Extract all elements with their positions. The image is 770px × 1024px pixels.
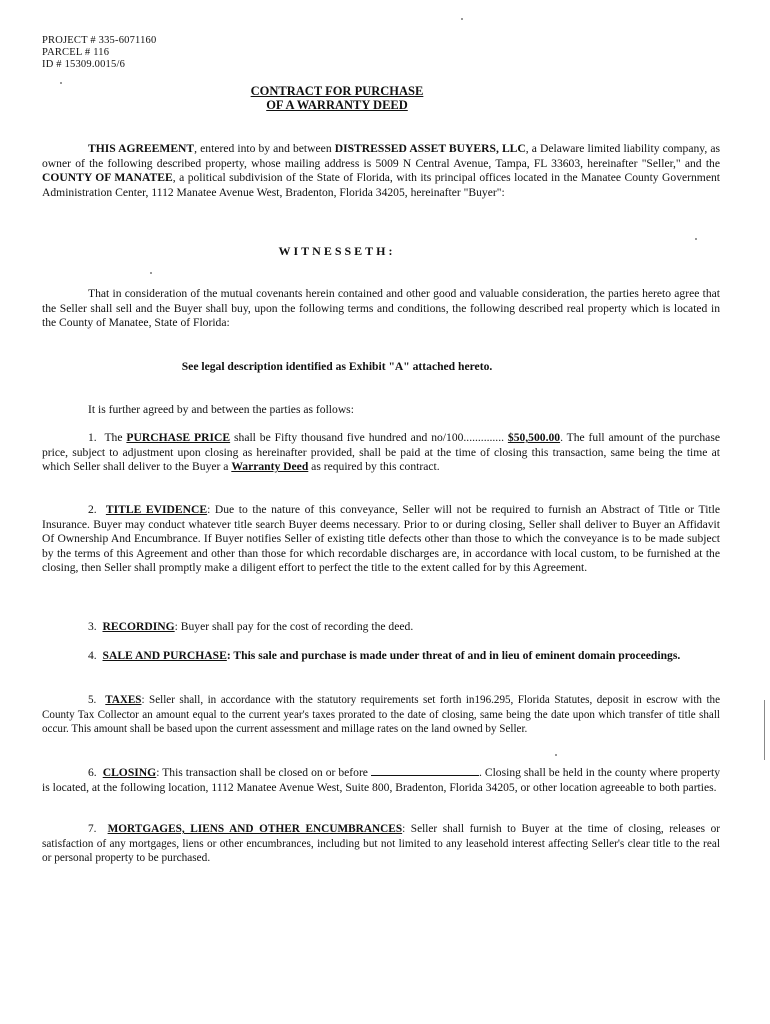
agreement-lead: THIS AGREEMENT [88, 142, 195, 155]
purchase-amount: $50,500.00 [507, 431, 561, 444]
project-number: PROJECT # 335-6071160 [42, 35, 157, 46]
section-3-heading: RECORDING [102, 620, 175, 633]
section-5-number: 5. [88, 694, 97, 706]
section-2-heading: TITLE EVIDENCE [105, 503, 208, 516]
section-1-text-2: . The full amount of the purchase price, subject to adjustment upon closing as hereinafter provided, shall be paid at the time of closing this transaction, same being the time at which Seller shall deliver to the Buyer a [42, 431, 720, 474]
scan-margin-line [764, 700, 765, 760]
title-line-1: CONTRACT FOR PURCHASE [250, 84, 424, 98]
section-6-text-1: : This transaction shall be closed on or before [156, 766, 371, 779]
section-4-number: 4. [88, 649, 97, 662]
section-6-closing [42, 765, 720, 795]
section-1-text-1: shall be Fifty thousand five hundred and no/100.............. [230, 431, 504, 444]
section-1-text-3: as required by this contract. [308, 460, 440, 474]
section-3-text: : Buyer shall pay for the cost of recording the deed. [174, 620, 414, 633]
section-1-heading: PURCHASE PRICE [126, 431, 231, 444]
intro-text-2: , a Delaware limited liability company, as owner of the following described property, whose mailing address is 5009 N Central Avenue, Tampa, FL 33603, hereinafter "Seller," and the [42, 142, 720, 170]
intro-paragraph [42, 142, 720, 200]
header-identifiers [42, 35, 156, 71]
section-4-sale-and-purchase [42, 649, 720, 664]
section-5-heading: TAXES [105, 694, 142, 706]
scan-speck [60, 82, 62, 84]
section-7-number: 7. [88, 823, 97, 835]
title-line-2: OF A WARRANTY DEED [266, 98, 408, 112]
scan-speck [461, 18, 463, 20]
scan-speck [555, 754, 557, 756]
intro-text-1: , entered into by and between [194, 142, 335, 155]
closing-date-blank[interactable] [371, 765, 479, 776]
section-6-number: 6. [88, 766, 97, 779]
section-5-text: : Seller shall, in accordance with the statutory requirements set forth in196.295, Florida Statutes, deposit in escrow with the County Tax Collector an amount equal to the current year's taxes prorated to the date of closing, same being the date upon which transfer of title shall occur. This amount shall be based upon the current assessment and millage rates on the land owned by Seller. [42, 694, 720, 736]
section-4-text: : This sale and purchase is made under threat of and in lieu of eminent domain proceedings. [226, 649, 681, 662]
buyer-name: COUNTY OF MANATEE [42, 171, 173, 185]
consideration-paragraph: That in consideration of the mutual covenants herein contained and other good and valuable consideration, the parties hereto agree that the Seller shall sell and the Buyer shall buy, upon the following terms and conditions, the following described real property which is located in the County of Manatee, State of Florida: [42, 287, 720, 330]
id-number: ID # 15309.0015/6 [42, 59, 126, 70]
witnesseth-heading: WITNESSETH: [278, 244, 396, 258]
section-1-number: 1. [88, 431, 97, 444]
section-6-heading: CLOSING [102, 766, 157, 779]
scan-speck [695, 238, 697, 240]
section-2-text: : Due to the nature of this conveyance, Seller will not be required to furnish an Abstract of Title or Title Insurance. Buyer may conduct whatever title search Buyer deems necessary. Prior to or during closing, Seller shall deliver to Buyer an Affidavit Of Ownership And Encumbrance. If Buyer notifies Seller of existing title defects other than those to which the conveyance is to be made subject by the terms of this Agreement and other than those for which recordable discharges are, in accordance with local custom, to be furnished at the closing, then Seller shall promptly make a diligent effort to perfect the title to the extent called for by this Agreement. [42, 503, 720, 575]
section-7-mortgages-liens [42, 822, 720, 866]
parcel-number: PARCEL # 116 [42, 47, 110, 58]
scan-speck [150, 272, 152, 274]
section-6-text-2: . Closing shall be held in the county where property is located, at the following location, 1112 Manatee Avenue West, Suite 800, Bradenton, Florida 34205, or other location agreeable to both parties. [42, 766, 721, 794]
section-2-number: 2. [88, 503, 97, 516]
section-3-number: 3. [88, 620, 97, 633]
legal-description-note: See legal description identified as Exhibit "A" attached hereto. [181, 360, 493, 373]
section-2-title-evidence [42, 503, 720, 576]
intro-text-3: , a political subdivision of the State of Florida, with its principal offices located in the Manatee County Government Administration Center, 1112 Manatee Avenue West, Bradenton, Florida 34205, hereinafter "Buyer": [42, 171, 720, 199]
further-agreed-line: It is further agreed by and between the parties as follows: [88, 403, 354, 416]
seller-name: DISTRESSED ASSET BUYERS, LLC [334, 142, 526, 155]
section-7-heading: MORTGAGES, LIENS AND OTHER ENCUMBRANCES [107, 823, 403, 835]
section-4-heading: SALE AND PURCHASE [102, 649, 227, 662]
section-5-taxes [42, 693, 720, 737]
document-title [0, 84, 674, 112]
warranty-deed-term: Warranty Deed [231, 460, 309, 474]
section-3-recording [42, 620, 720, 635]
section-7-text: : Seller shall furnish to Buyer at the time of closing, releases or satisfaction of any mortgages, liens or other encumbrances, including but not limited to any leasehold interest affecting Seller's clear title to the real or personal property to be purchased. [42, 823, 720, 865]
section-1-purchase-price: 1. The PURCHASE PRICE shall be Fifty thousand five hundred and no/100.............. $50,500.00. The full amount of the purchase price, subject to adjustment upon closing as hereinafter provided, shall be paid at the time of closing this transaction, same being the time at which Seller shall deliver to the Buyer a Warranty Deed as required by this contract. [42, 431, 720, 474]
